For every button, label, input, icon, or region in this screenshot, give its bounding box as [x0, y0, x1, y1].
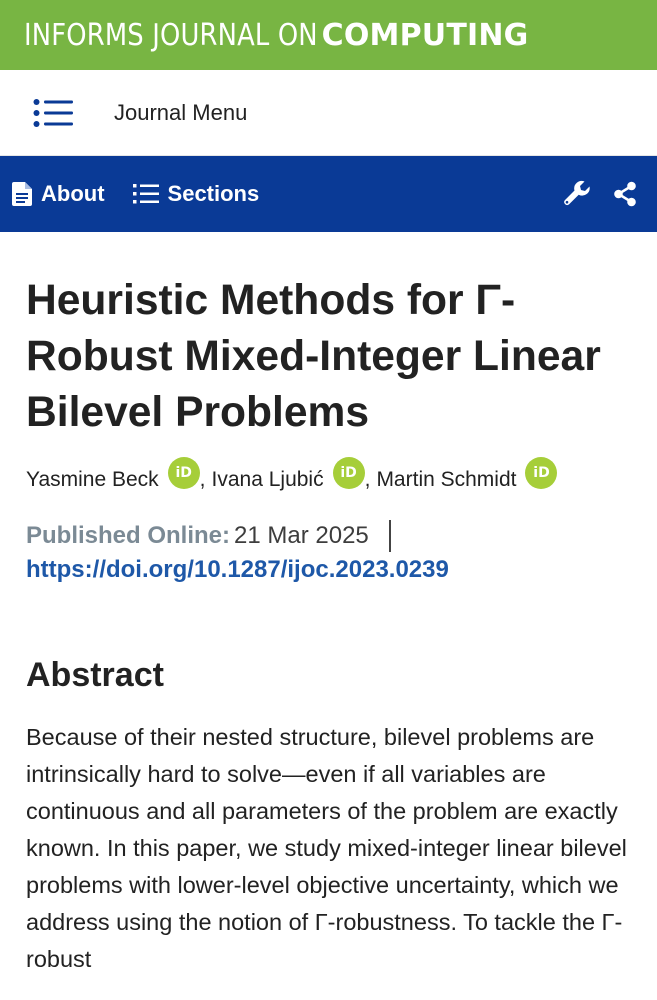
about-button[interactable]: [12, 181, 105, 207]
publication-info: [26, 520, 631, 552]
journal-name-light: INFORMS JOURNAL ON: [24, 17, 318, 53]
author-separator: ,: [364, 468, 371, 491]
journal-menu-label[interactable]: Journal Menu: [114, 99, 248, 125]
journal-menu-bar[interactable]: [0, 70, 657, 156]
article-content: [0, 272, 657, 978]
sections-label: Sections: [167, 181, 260, 206]
about-label: About: [41, 181, 105, 206]
journal-banner[interactable]: [0, 0, 657, 70]
orcid-icon[interactable]: iD: [333, 457, 365, 489]
journal-name-bold: COMPUTING: [321, 17, 529, 53]
author-name[interactable]: Martin Schmidt: [376, 468, 517, 491]
abstract-text: Because of their nested structure, bilevel problems are intrinsically hard to solve—even if all variables are continuous and all parameters of the problem are exactly known. In this paper, we study mixed-integer linear bilevel problems with lower-level objective uncertainty, which we address using the notion of Γ-robustness. To tackle the Γ-robust: [26, 724, 627, 972]
share-icon: [613, 181, 637, 207]
share-button[interactable]: [613, 181, 637, 207]
article-toolbar: [0, 156, 657, 232]
author-list: [26, 465, 631, 492]
doi-link[interactable]: https://doi.org/10.1287/ijoc.2023.0239: [26, 556, 449, 583]
tools-button[interactable]: [563, 180, 591, 208]
published-label: Published Online:: [26, 522, 231, 549]
wrench-icon: [563, 180, 591, 208]
list-menu-icon[interactable]: [33, 99, 73, 127]
list-icon: [133, 183, 159, 205]
orcid-icon[interactable]: iD: [168, 457, 200, 489]
author-separator: ,: [199, 468, 206, 491]
document-icon: [12, 182, 32, 206]
abstract-heading: Abstract: [26, 656, 164, 694]
published-date: 21 Mar 2025: [234, 522, 369, 549]
article-title: Heuristic Methods for Γ-Robust Mixed-Integer Linear Bilevel Problems: [26, 276, 601, 436]
divider: [389, 520, 391, 552]
author-name[interactable]: Yasmine Beck: [26, 468, 159, 491]
sections-button[interactable]: [133, 181, 260, 207]
orcid-icon[interactable]: iD: [525, 457, 557, 489]
author-name[interactable]: Ivana Ljubić: [211, 468, 324, 491]
